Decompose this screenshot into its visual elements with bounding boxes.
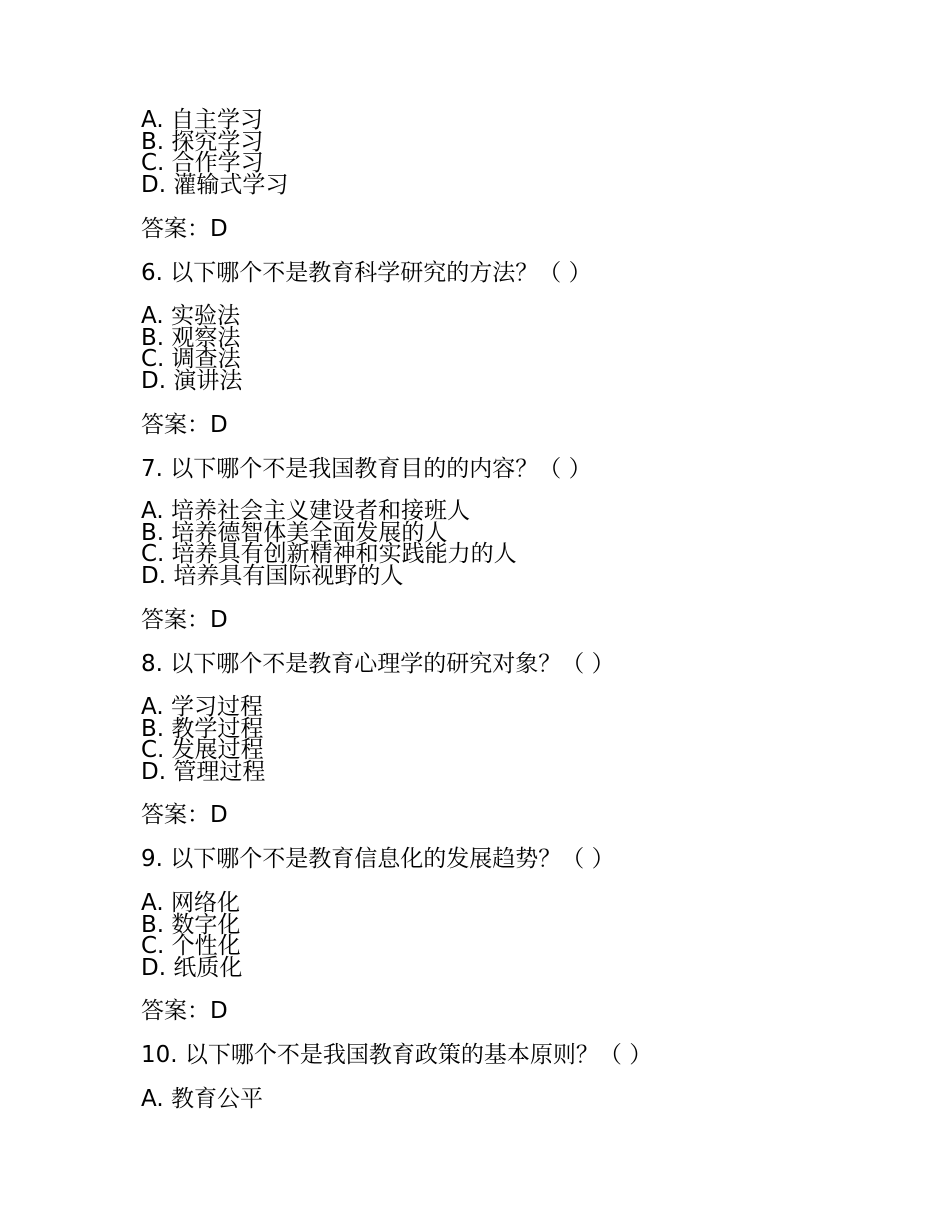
option-d: D. 灌输式学习 <box>141 171 289 198</box>
q7-options <box>141 498 901 589</box>
q5-options <box>141 107 901 198</box>
q8-options <box>141 694 901 785</box>
option-b: B. 数字化 <box>141 911 241 938</box>
option-d: D. 演讲法 <box>141 367 243 394</box>
option-a: A. 培养社会主义建设者和接班人 <box>141 498 470 524</box>
option-d: D. 管理过程 <box>141 758 266 785</box>
option-d: D. 培养具有国际视野的人 <box>141 562 404 589</box>
option-b: B. 探究学习 <box>141 128 264 155</box>
option-b: B. 培养德智体美全面发展的人 <box>141 519 448 546</box>
option-c: C. 培养具有创新精神和实践能力的人 <box>141 541 517 567</box>
option-c: C. 发展过程 <box>141 737 264 763</box>
q9-options <box>141 890 901 981</box>
option-b: B. 教学过程 <box>141 715 264 742</box>
option-a: A. 网络化 <box>141 890 240 916</box>
q10-question: 10. 以下哪个不是我国教育政策的基本原则？（ ） <box>141 1042 653 1068</box>
q7-answer: 答案：D <box>141 607 228 633</box>
q6-question: 6. 以下哪个不是教育科学研究的方法？（ ） <box>141 260 592 286</box>
q8-question: 8. 以下哪个不是教育心理学的研究对象？（ ） <box>141 651 615 677</box>
option-a: A. 学习过程 <box>141 694 263 720</box>
q6-answer: 答案：D <box>141 412 228 438</box>
option-c: C. 调查法 <box>141 346 241 372</box>
option-a: A. 自主学习 <box>141 107 263 133</box>
q8-answer: 答案：D <box>141 802 228 828</box>
q5-answer: 答案：D <box>141 216 228 242</box>
q9-answer: 答案：D <box>141 998 228 1024</box>
q9-question: 9. 以下哪个不是教育信息化的发展趋势？（ ） <box>141 846 615 872</box>
option-c: C. 个性化 <box>141 933 241 959</box>
option-b: B. 观察法 <box>141 324 241 351</box>
option-c: C. 合作学习 <box>141 150 264 176</box>
option-d: D. 纸质化 <box>141 954 243 981</box>
q10-option-a: A. 教育公平 <box>141 1086 263 1112</box>
q7-question: 7. 以下哪个不是我国教育目的的内容？（ ） <box>141 456 592 482</box>
option-a: A. 实验法 <box>141 303 240 329</box>
q6-options <box>141 303 901 394</box>
